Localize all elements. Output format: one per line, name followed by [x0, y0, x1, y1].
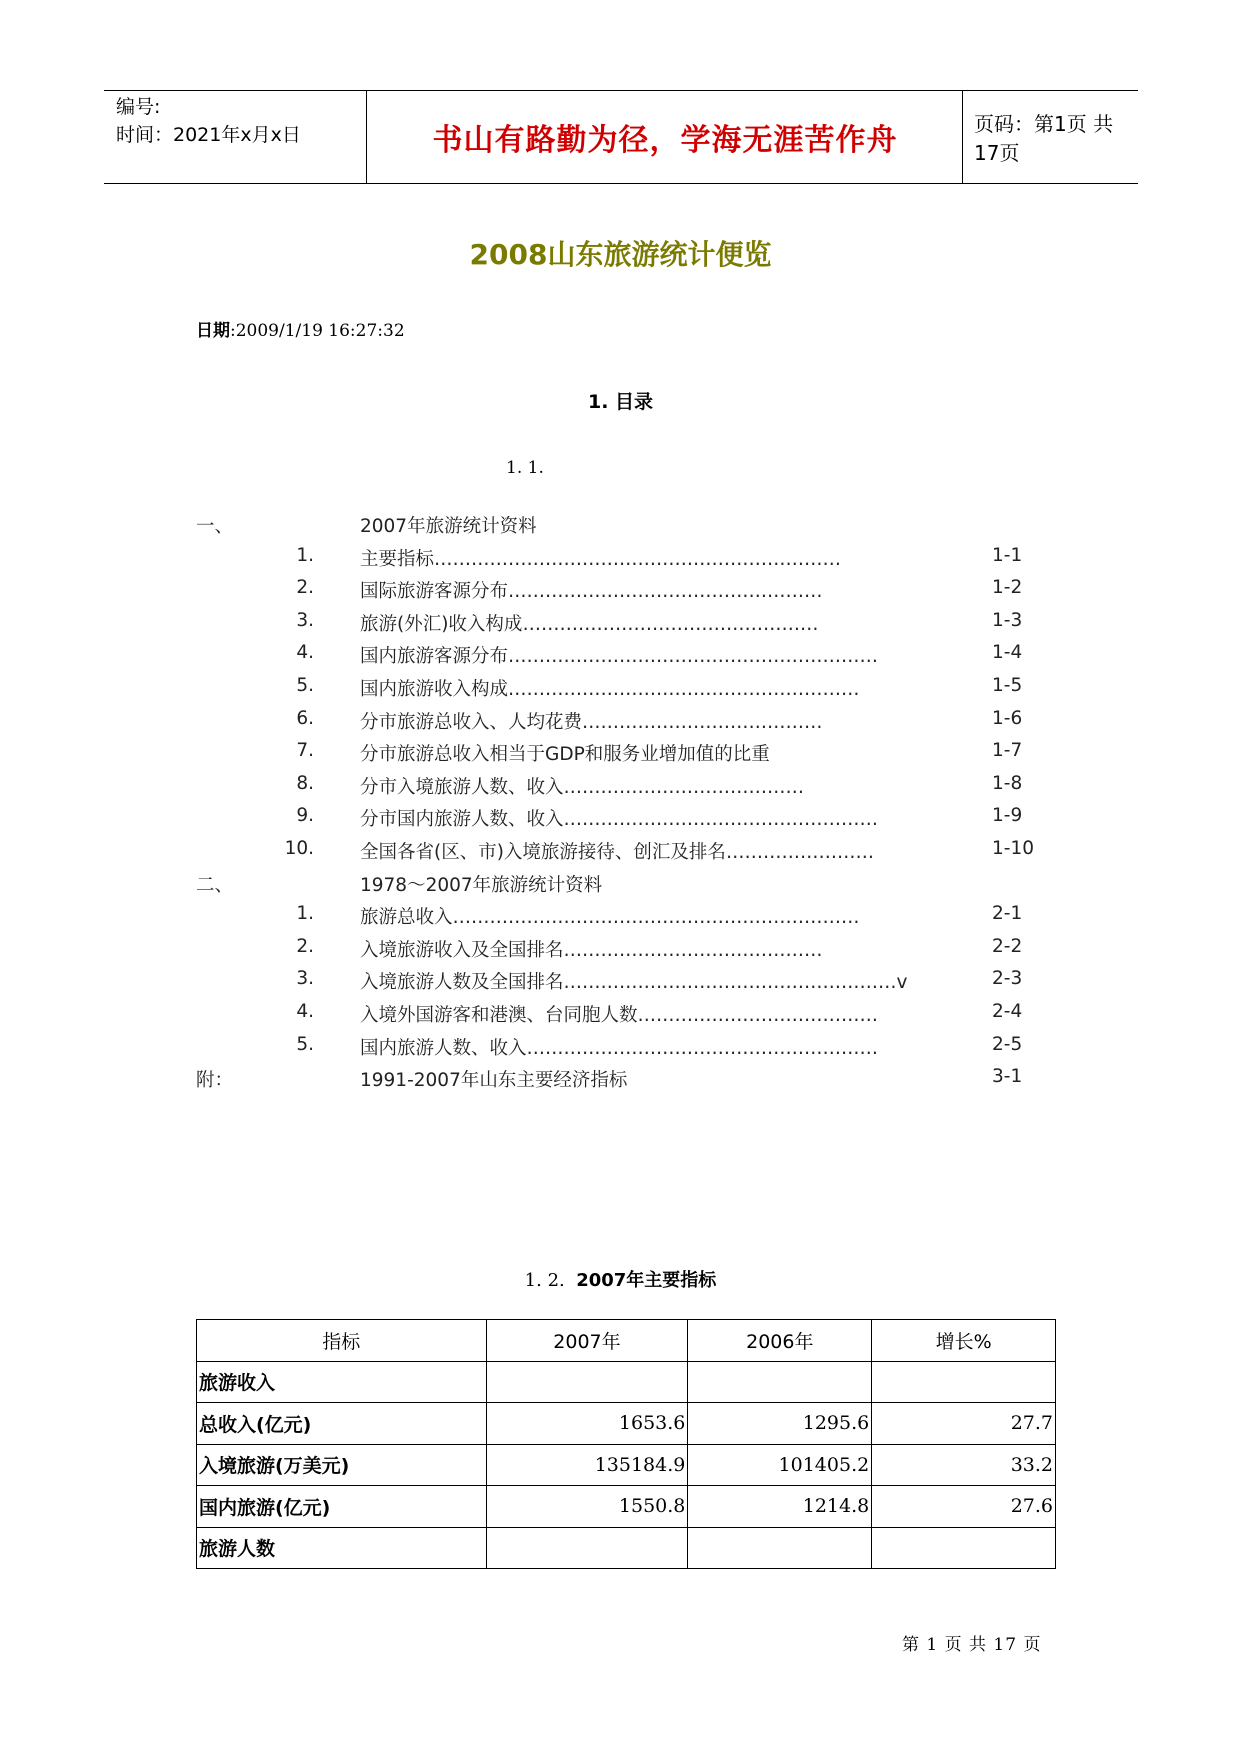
toc-item-leader: …………………………………	[582, 711, 823, 733]
value-2006-cell: 1214.8	[688, 1486, 872, 1528]
toc-item-leader: …………………………………………………	[526, 1037, 879, 1059]
toc-item-text: 分市旅游总收入相当于GDP和服务业增加值的比重	[360, 744, 770, 766]
toc-item-number: 3.	[296, 968, 314, 990]
growth-cell	[872, 1527, 1056, 1569]
toc-item-title	[360, 708, 823, 734]
date-value: :2009/1/19 16:27:32	[230, 321, 405, 341]
toc-item-text: 分市旅游总收入、人均花费	[360, 711, 583, 733]
table-row	[197, 1361, 1056, 1403]
value-2006-cell	[688, 1361, 872, 1403]
toc-item-text: 1991-2007年山东主要经济指标	[360, 1070, 628, 1092]
toc-item-number: 二、	[196, 874, 234, 896]
toc-item-title	[360, 545, 841, 571]
value-2007-cell: 135184.9	[486, 1444, 688, 1486]
toc-item-leader: …………………………………………………………	[434, 548, 842, 570]
document-title: 2008山东旅游统计便览	[469, 238, 772, 271]
toc-item-leader: …………………………………………	[522, 613, 819, 635]
toc-item-page: 1-1	[992, 544, 1023, 566]
toc-item-number: 2.	[296, 577, 314, 599]
growth-cell: 27.6	[872, 1486, 1056, 1528]
toc-item-title	[360, 871, 602, 897]
toc-item-page: 1-4	[992, 642, 1023, 664]
date-label: 日期	[196, 321, 230, 341]
table-row	[197, 1403, 1056, 1445]
toc-item	[196, 577, 1026, 610]
indicator-cell: 旅游人数	[197, 1527, 487, 1569]
main-indicators-table	[196, 1319, 1056, 1569]
toc-item-number: 一、	[196, 516, 234, 537]
toc-item	[196, 708, 1026, 741]
value-2006-cell	[688, 1527, 872, 1569]
toc-item-title	[360, 577, 823, 603]
toc-item-title	[360, 675, 860, 701]
toc-item-number: 10.	[284, 837, 314, 859]
toc-item-text: 1978～2007年旅游统计资料	[360, 874, 603, 896]
table-header-row	[197, 1320, 1056, 1362]
toc-item-title	[360, 773, 804, 799]
toc-item-text: 国内旅游收入构成	[360, 678, 509, 700]
toc-item-page: 2-1	[992, 903, 1023, 925]
page-footer: 第 1 页 共 17 页	[902, 1635, 1042, 1655]
toc-item-leader: ………………………………………………v	[563, 972, 908, 994]
toc-item-number: 1.	[296, 903, 314, 925]
toc-item-number: 4.	[296, 1000, 314, 1022]
toc-item	[196, 545, 1026, 578]
toc-item	[196, 936, 1026, 969]
toc-item-leader: ……………………………………………………	[508, 646, 879, 668]
toc-item-leader: ……………………………………………	[508, 581, 823, 603]
header-2007: 2007年	[486, 1320, 688, 1362]
document-header	[104, 90, 1138, 184]
toc-item-page: 1-3	[992, 609, 1023, 631]
toc-item	[196, 675, 1026, 708]
section-number: 1. 2.	[524, 1270, 565, 1291]
header-divider	[366, 91, 367, 183]
toc-item-title	[360, 642, 878, 668]
section-title: 2007年主要指标	[576, 1270, 717, 1291]
value-2007-cell: 1550.8	[486, 1486, 688, 1528]
value-2007-cell	[486, 1361, 688, 1403]
toc-item-leader: …………………………………	[637, 1004, 879, 1026]
toc-item-text: 分市入境旅游人数、收入	[360, 776, 564, 798]
growth-cell: 27.7	[872, 1403, 1056, 1445]
value-2007-cell: 1653.6	[486, 1403, 688, 1445]
header-motto: 书山有路勤为径，学海无涯苦作舟	[432, 123, 898, 158]
toc-item-title	[360, 805, 878, 831]
toc-item-number: 附：	[196, 1070, 234, 1092]
table-of-contents	[196, 512, 1034, 1099]
toc-item-title	[360, 968, 907, 994]
indicator-cell: 旅游收入	[197, 1361, 487, 1403]
toc-item-text: 入境旅游收入及全国排名	[360, 939, 564, 961]
header-page-info: 页码：第1页 共17页	[974, 112, 1114, 165]
table-row	[197, 1486, 1056, 1528]
toc-item	[196, 610, 1026, 643]
toc-item-page: 3-1	[992, 1066, 1023, 1088]
toc-item-page: 1-9	[992, 805, 1023, 827]
header-indicator: 指标	[197, 1320, 487, 1362]
toc-item-title	[360, 610, 818, 636]
indicator-cell: 入境旅游(万美元)	[197, 1444, 487, 1486]
document-date	[196, 316, 405, 341]
toc-item-title	[360, 1066, 627, 1092]
toc-item-number: 7.	[296, 740, 314, 762]
toc-item-page: 1-8	[992, 772, 1023, 794]
toc-item-page: 2-3	[992, 968, 1023, 990]
toc-item	[196, 837, 1034, 871]
toc-item-title	[360, 512, 537, 538]
toc-item-number: 9.	[296, 805, 314, 827]
section-heading-contents: 1. 目录	[587, 391, 654, 413]
value-2006-cell: 101405.2	[688, 1444, 872, 1486]
toc-item-text: 旅游(外汇)收入构成	[360, 613, 523, 635]
value-2007-cell	[486, 1527, 688, 1569]
toc-item-leader: ……………………………………	[563, 939, 823, 961]
toc-item-title	[360, 903, 860, 929]
toc-item-title	[360, 1001, 878, 1027]
toc-item	[196, 642, 1026, 675]
serial-number-label: 编号:	[116, 96, 161, 118]
toc-item-leader: …………………………………………………………	[452, 907, 860, 929]
toc-item-title	[360, 936, 823, 962]
table-row	[197, 1444, 1056, 1486]
toc-item-text: 2007年旅游统计资料	[360, 516, 537, 537]
growth-cell	[872, 1361, 1056, 1403]
header-2006: 2006年	[688, 1320, 872, 1362]
toc-item-leader: …………………………………	[563, 776, 805, 798]
toc-item	[196, 1034, 1026, 1067]
header-growth: 增长%	[872, 1320, 1056, 1362]
toc-item-leader: …………………………………………………	[508, 678, 860, 700]
toc-item	[196, 740, 1026, 773]
toc-item-page: 1-6	[992, 707, 1023, 729]
toc-item-title	[360, 1034, 878, 1060]
toc-item-page: 2-5	[992, 1033, 1023, 1055]
toc-item-leader: ……………………	[725, 841, 874, 863]
indicator-cell: 总收入(亿元)	[197, 1403, 487, 1445]
growth-cell: 33.2	[872, 1444, 1056, 1486]
toc-item	[196, 871, 1026, 904]
toc-item	[196, 903, 1026, 936]
toc-item-title	[360, 838, 874, 864]
toc-item-number: 4.	[296, 642, 314, 664]
toc-item-text: 国内旅游人数、收入	[360, 1037, 527, 1059]
toc-item-page: 1-5	[992, 674, 1023, 696]
table-row	[197, 1527, 1056, 1569]
toc-item-text: 主要指标	[360, 548, 435, 570]
toc-item-text: 入境外国游客和港澳、台同胞人数	[360, 1004, 638, 1026]
toc-item-text: 国内旅游客源分布	[360, 646, 509, 668]
toc-item-number: 6.	[296, 707, 314, 729]
section-heading-main-indicators	[0, 1266, 1241, 1292]
toc-item-text: 入境旅游人数及全国排名	[360, 972, 564, 994]
indicator-cell: 国内旅游(亿元)	[197, 1486, 487, 1528]
toc-item-page: 2-4	[992, 1000, 1023, 1022]
toc-item-leader: ……………………………………………	[563, 809, 879, 831]
toc-item-number: 2.	[296, 935, 314, 957]
toc-item-number: 1.	[296, 544, 314, 566]
toc-item-text: 国际旅游客源分布	[360, 581, 509, 603]
toc-item-number: 3.	[296, 609, 314, 631]
toc-item-page: 1-2	[992, 577, 1023, 599]
toc-item-number: 8.	[296, 772, 314, 794]
header-divider	[962, 91, 963, 183]
toc-item	[196, 773, 1026, 806]
toc-item-number: 5.	[296, 1033, 314, 1055]
header-meta	[116, 93, 366, 149]
toc-item-text: 分市国内旅游人数、收入	[360, 809, 564, 831]
value-2006-cell: 1295.6	[688, 1403, 872, 1445]
toc-item	[196, 805, 1026, 838]
toc-item-page: 1-7	[992, 740, 1023, 762]
toc-item-page: 1-10	[992, 837, 1034, 859]
subsection-heading: 1. 1.	[506, 458, 544, 478]
toc-item-number: 5.	[296, 674, 314, 696]
toc-item	[196, 968, 1026, 1001]
toc-item	[196, 1066, 1026, 1099]
toc-item	[196, 1001, 1026, 1034]
toc-item-text: 全国各省(区、市)入境旅游接待、创汇及排名	[360, 841, 726, 863]
toc-item-title	[360, 740, 770, 766]
toc-item	[196, 512, 1026, 545]
toc-item-page: 2-2	[992, 935, 1023, 957]
toc-item-text: 旅游总收入	[360, 907, 453, 929]
time-label: 时间：2021年x月x日	[116, 124, 301, 146]
